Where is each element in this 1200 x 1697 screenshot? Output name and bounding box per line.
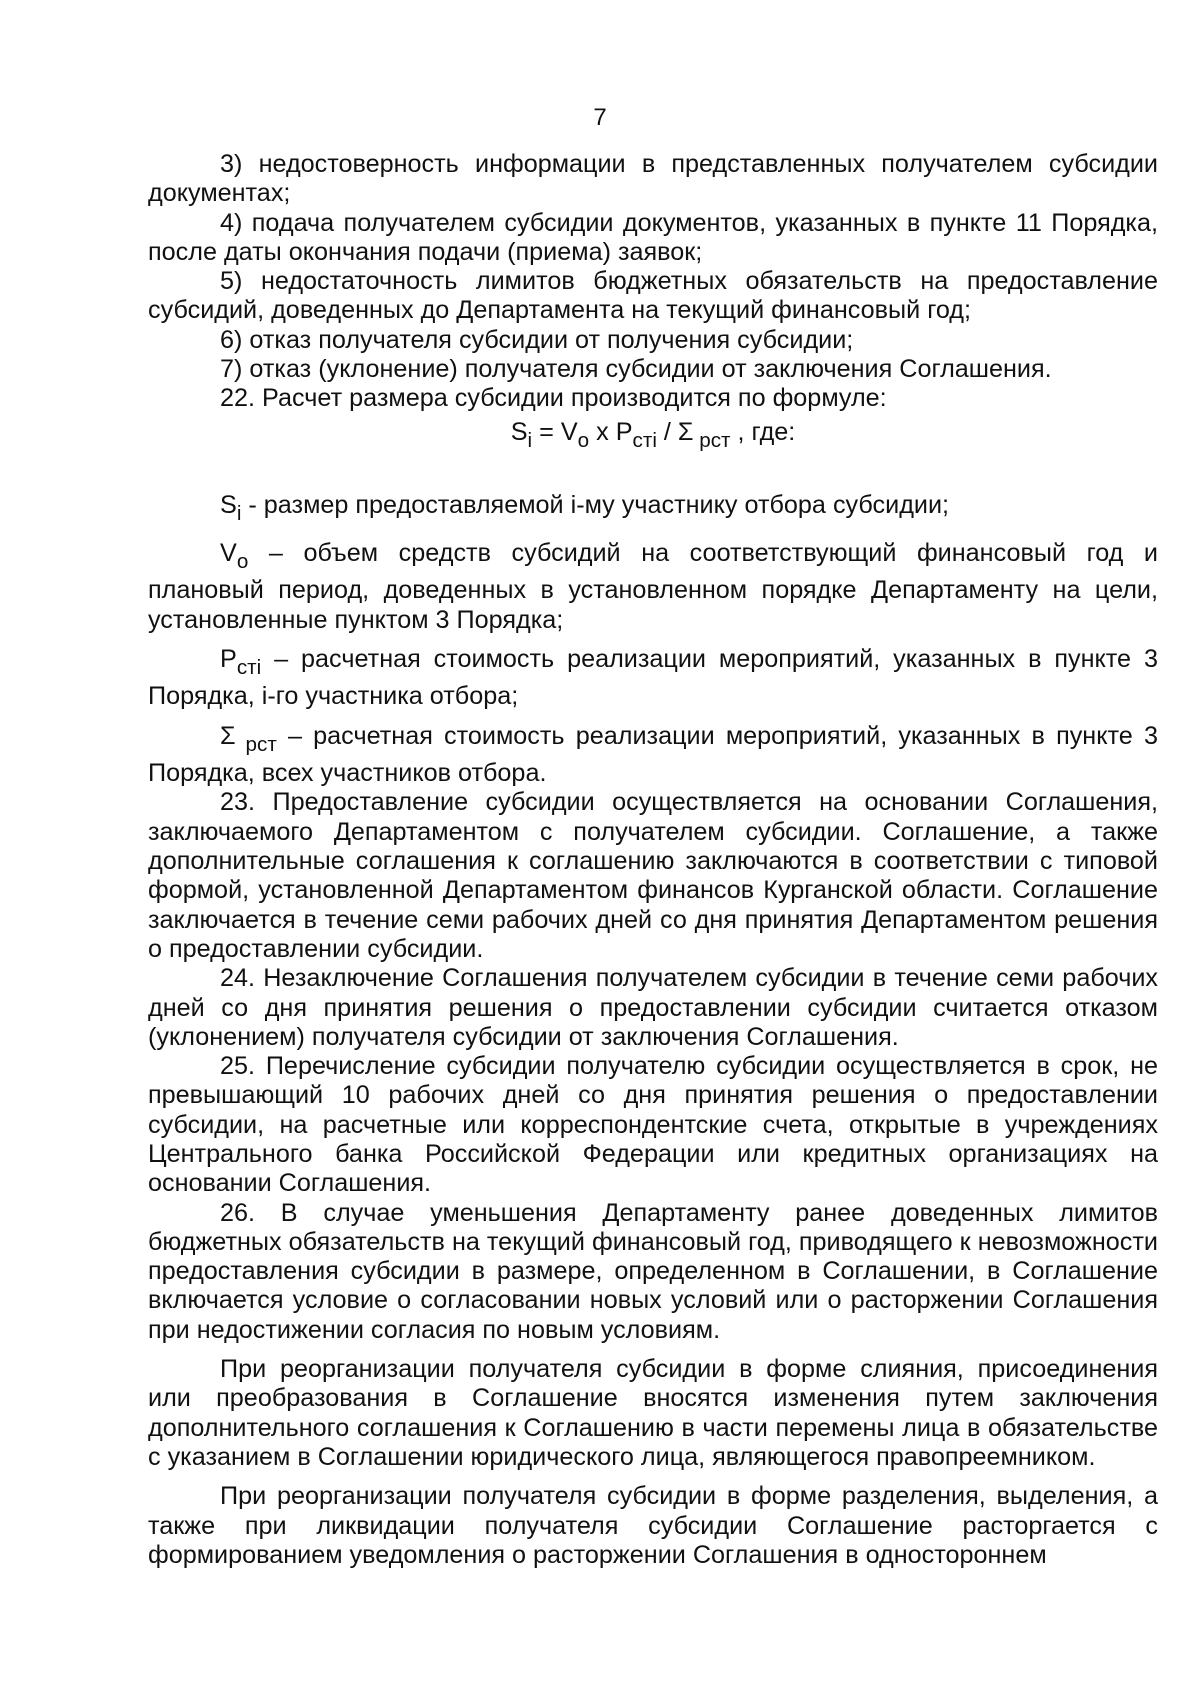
definition-subscript: cтi (236, 656, 262, 680)
formula-sigma: Σ (677, 417, 694, 446)
formula-s: S (510, 417, 528, 446)
definition-text: - размер предоставляемой i-му участнику отбора субсидии; (241, 491, 950, 520)
formula-s-sub: i (527, 428, 533, 452)
formula-div: / (656, 417, 678, 446)
definition-item (148, 491, 1158, 529)
paragraph-26: 26. В случае уменьшения Департаменту ранее доведенных лимитов бюджетных обязательств на текущий финансовый год, приводящего к невозможности предоставления субсидии в размере, определенном в Соглашении, в Соглашение включается условие о согласовании новых условий или о расторжении Соглашения при недостижении согласия по новым условиям. (148, 1198, 1158, 1344)
definition-text: – расчетная стоимость реализации мероприятий, указанных в пункте 3 Порядка, i-го участника отбора; (148, 644, 1158, 711)
formula-eq: = (532, 417, 561, 446)
subsidy-formula (148, 418, 1158, 456)
definition-subscript: i (236, 502, 242, 526)
formula-v: V (560, 417, 578, 446)
formula-times: x (589, 417, 616, 446)
formula-sigma-sub: рст (693, 428, 731, 452)
list-item: 6) отказ получателя субсидии от получения субсидии; (220, 325, 854, 354)
definition-symbol: S (220, 491, 237, 520)
formula-p: P (615, 417, 633, 446)
definition-item (148, 722, 1158, 789)
paragraph-reorganization-merger: При реорганизации получателя субсидии в форме слияния, присоединения или преобразования в Соглашение вносятся изменения путем заключения дополнительного соглашения к Соглашению в части перемены лица в обязательстве с указанием в Соглашении юридического лица, являющегося правопреемником. (148, 1355, 1158, 1471)
paragraph-25: 25. Перечисление субсидии получателю субсидии осуществляется в срок, не превышающий 10 рабочих дней со дня принятия решения о предоставлении субсидии, на расчетные или корреспондентские счета, открытые в учреждениях Центрального банка Российской Федерации или кредитных организациях на основании Соглашения. (148, 1052, 1158, 1198)
definition-item (148, 645, 1158, 712)
definition-text: – расчетная стоимость реализации мероприятий, указанных в пункте 3 Порядка, всех участников отбора. (148, 721, 1158, 788)
formula-definitions (148, 491, 1158, 788)
list-item: 5) недостаточность лимитов бюджетных обязательств на предоставление субсидий, доведенных до Департамента на текущий финансовый год; (148, 267, 1158, 325)
page-number: 7 (593, 104, 607, 131)
paragraph-24: 24. Незаключение Соглашения получателем субсидии в течение семи рабочих дней со дня принятия решения о предоставлении субсидии считается отказом (уклонением) получателя субсидии от заключения Соглашения. (148, 964, 1158, 1051)
formula-v-sub: o (577, 428, 590, 452)
paragraph-22: 22. Расчет размера субсидии производится по формуле: (220, 384, 887, 413)
formula-tail: , где: (730, 417, 796, 446)
definition-symbol: Σ (220, 721, 236, 750)
paragraph-reorganization-division: При реорганизации получателя субсидии в форме разделения, выделения, а также при ликвидации получателя субсидии Соглашение расторгается с формированием уведомления о расторжении Соглашения в одностороннем (148, 1482, 1158, 1569)
definition-item (148, 539, 1158, 635)
definition-subscript: o (236, 549, 249, 573)
definition-subscript: рст (235, 732, 277, 756)
definition-symbol: P (220, 644, 237, 673)
definition-text: – объем средств субсидий на соответствующий финансовый год и плановый период, доведенных в установленном порядке Департаменту на цели, установленные пунктом 3 Порядка; (148, 538, 1158, 634)
formula-p-sub: cтi (632, 428, 657, 452)
list-item: 7) отказ (уклонение) получателя субсидии от заключения Соглашения. (220, 355, 1052, 384)
document-body (148, 150, 1158, 1570)
paragraph-23: 23. Предоставление субсидии осуществляется на основании Соглашения, заключаемого Департаментом с получателем субсидии. Соглашение, а также дополнительные соглашения к соглашению заключаются в соответствии с типовой формой, установленной Департаментом финансов Курганской области. Соглашение заключается в течение семи рабочих дней со дня принятия Департаментом решения о предоставлении субсидии. (148, 788, 1158, 963)
definition-symbol: V (220, 538, 237, 567)
list-item: 3) недостоверность информации в представленных получателем субсидии документах; (148, 150, 1158, 208)
list-item: 4) подача получателем субсидии документов, указанных в пункте 11 Порядка, после даты окончания подачи (приема) заявок; (148, 208, 1158, 266)
